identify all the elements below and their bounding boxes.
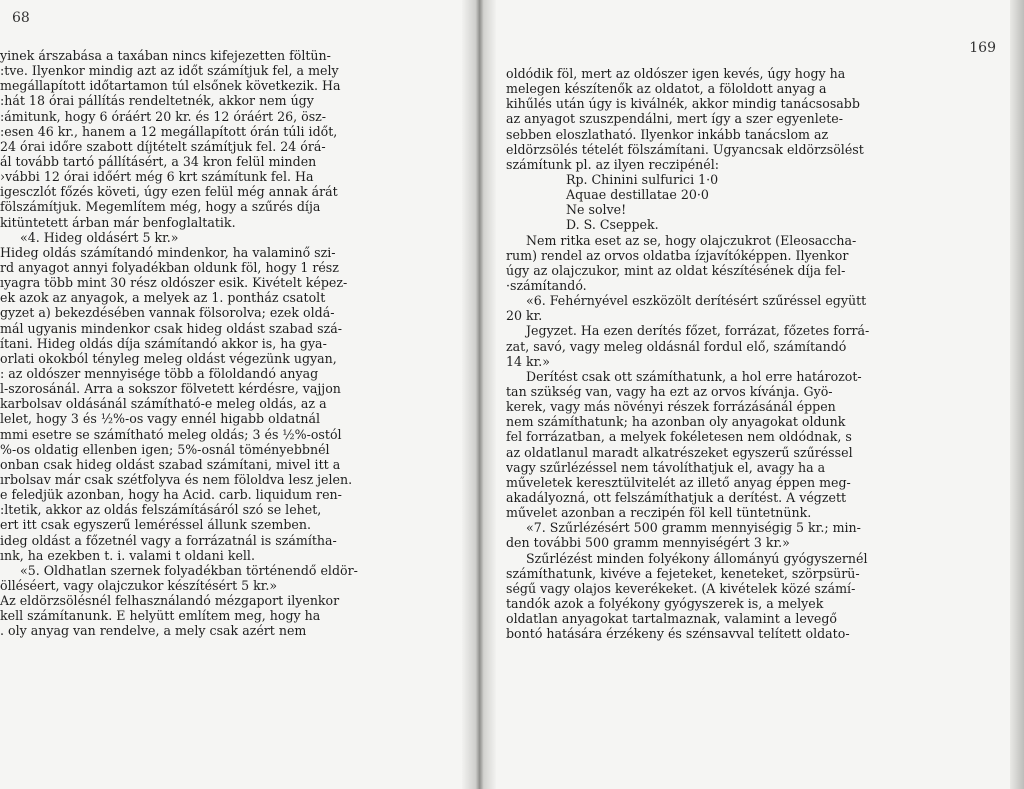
text-line: Derítést csak ott számíthatunk, a hol erre határozot-	[526, 368, 862, 384]
text-line: :ámitunk, hogy 6 óráért 20 kr. és 12 óráért 26, ösz-	[0, 108, 327, 124]
text-line: megállapított időtartamon túl elsőnek következik. Ha	[0, 78, 341, 94]
text-line: zat, savó, vagy meleg oldásnál fordul elő, számítandó	[506, 338, 847, 354]
text-line: l-szorosánál. Arra a sokszor fölvetett kérdésre, vajjon	[0, 381, 341, 397]
text-line: Szűrlézést minden folyékony állományú gyógyszernél	[526, 550, 868, 566]
text-column	[506, 66, 1001, 641]
text-line: ek azok az anyagok, a melyek az 1. pontház csatolt	[0, 290, 326, 306]
text-line: %-os oldatig ellenben igen; 5%-osnál töményebbnél	[0, 441, 330, 457]
text-line: számítunk pl. az ilyen reczipénél:	[506, 156, 720, 172]
text-line: ítani. Hideg oldás díja számítandó akkor is, ha gya-	[0, 335, 327, 351]
page-number: 68	[12, 10, 30, 26]
text-line: kihűlés után úgy is kiválnék, akkor mindig tanácsosabb	[506, 96, 860, 112]
text-line: az anyagot szuszpendálni, mert így a szer egyenlete-	[506, 111, 843, 127]
page-number: 169	[969, 40, 996, 56]
text-line: ideg oldást a főzetnél vagy a forrázatnál is számítha-	[0, 532, 337, 548]
text-line: . oly anyag van rendelve, a mely csak azért nem	[0, 623, 307, 639]
text-line: ıyagra több mint 30 rész oldószer esik. Kivételt képez-	[0, 275, 348, 291]
text-line: ›vábbi 12 órai időért még 6 krt számítunk fel. Ha	[0, 169, 314, 185]
text-line: sebben eloszlatható. Ilyenkor inkább tanácslom az	[506, 126, 829, 142]
text-line: Jegyzet. Ha ezen derítés főzet, forrázat, főzetes forrá-	[526, 323, 870, 339]
text-line: fel forrázatban, a melyek fokéletesen nem oldódnak, s	[506, 429, 852, 445]
right-page	[496, 0, 1010, 789]
section-heading: «5. Oldhatlan szernek folyadékban történendő eldör-	[20, 562, 358, 578]
text-line: rum) rendel az orvos oldatba ízjavítóképpen. Ilyenkor	[506, 247, 849, 263]
text-line: művelet azonban a reczipén föl kell tüntetnünk.	[506, 505, 812, 521]
left-page	[0, 0, 462, 789]
text-line: kerek, vagy más növényi részek forrázásánál éppen	[506, 399, 836, 415]
text-line: kell számítanunk. E helyütt említem meg, hogy ha	[0, 608, 321, 624]
text-line: mmi esetre se számítható meleg oldás; 3 és ½%-ostól	[0, 426, 342, 442]
recipe-line: Ne solve!	[566, 202, 627, 218]
text-line: ınk, ha ezekben t. i. valami t oldani kell.	[0, 547, 255, 563]
text-line: fölszámítjuk. Megemlítem még, hogy a szűrés díja	[0, 199, 321, 215]
text-line: ál tovább tartó pállításért, a 34 kron felül minden	[0, 153, 317, 169]
text-line: kitüntetett árban már benfoglaltatik.	[0, 214, 236, 230]
text-line: ségű vagy olajos keverékeket. (A kivételek közé számí-	[506, 580, 856, 596]
text-line: ·számítandó.	[506, 277, 587, 293]
text-line: ert itt csak egyszerű leméréssel állunk szemben.	[0, 517, 311, 533]
section-heading: «6. Fehérnyével eszközölt derítésért szűréssel együtt	[526, 293, 867, 309]
text-line: : az oldószer mennyisége több a föloldandó anyag	[0, 365, 319, 381]
text-line: :ltetik, akkor az oldás felszámításáról szó se lehet,	[0, 502, 322, 518]
text-line: Hideg oldás számítandó mindenkor, ha valaminő szi-	[0, 244, 336, 260]
text-line: oldódik föl, mert az oldószer igen kevés, úgy hogy ha	[506, 66, 846, 81]
text-line: eldörzsölés tételét fölszámítani. Ugyancsak eldörzsölést	[506, 141, 864, 157]
text-line: e feledjük azonban, hogy ha Acid. carb. liquidum ren-	[0, 487, 342, 503]
text-line: 14 kr.»	[506, 353, 551, 369]
text-line: 20 kr.	[506, 308, 543, 324]
text-line: nem számíthatunk; ha azonban oly anyagokat oldunk	[506, 414, 846, 430]
text-line: orlati okokból tényleg meleg oldást végezünk ugyan,	[0, 350, 337, 366]
text-line: yinek árszabása a taxában nincs kifejezetten föltün-	[0, 48, 331, 63]
text-line: számíthatunk, kivéve a fejeteket, keneteket, szörpsürü-	[506, 565, 860, 581]
text-line: karbolsav oldásánál számítható-e meleg oldás, az a	[0, 396, 327, 412]
text-line: oldatlan anyagokat tartalmaznak, valamint a levegő	[506, 611, 838, 627]
text-line: :esen 46 kr., hanem a 12 megállapított órán túli időt,	[0, 123, 338, 139]
section-heading: «7. Szűrlézésért 500 gramm mennyiségig 5 kr.; min-	[526, 520, 861, 536]
text-line: rd anyagot annyi folyadékban oldunk föl, hogy 1 rész	[0, 259, 339, 275]
section-heading: «4. Hideg oldásért 5 kr.»	[20, 229, 179, 245]
text-line: igesczlót főzés követi, úgy ezen felül még annak árát	[0, 184, 338, 200]
text-line: vagy szűrlézéssel nem távolíthatjuk el, avagy ha a	[506, 459, 826, 475]
text-line: tandók azok a folyékony gyógyszerek is, a melyek	[506, 595, 824, 611]
text-line: Nem ritka eset az se, hogy olajczukrot (Eleosaccha-	[526, 232, 857, 248]
text-line: :tve. Ilyenkor mindig azt az időt számítjuk fel, a mely	[0, 63, 339, 79]
book-gutter	[462, 0, 496, 789]
text-line: ölléséert, vagy olajczukor készítésért 5 kr.»	[0, 577, 278, 593]
text-line: lelet, hogy 3 és ½%-os vagy ennél higabb oldatnál	[0, 411, 320, 427]
text-line: :hát 18 órai pállítás rendeltetnék, akkor nem úgy	[0, 93, 314, 109]
text-line: úgy az olajczukor, mint az oldat készítésének díja fel-	[506, 262, 846, 278]
text-line: bontó hatására érzékeny és szénsavval telített oldato-	[506, 626, 850, 642]
text-line: melegen készítenők az oldatot, a föloldott anyag a	[506, 81, 827, 97]
text-line: den további 500 gramm mennyiségért 3 kr.»	[506, 535, 790, 551]
text-line: ırbolsav már csak szétfolyva és nem föloldva lesz jelen.	[0, 471, 353, 487]
text-line: tan szükség van, vagy ha ezt az orvos kívánja. Gyö-	[506, 383, 833, 399]
recipe-line: D. S. Cseppek.	[566, 217, 659, 233]
text-line: mál ugyanis mindenkor csak hideg oldást szabad szá-	[0, 320, 343, 336]
page-edge	[1010, 0, 1024, 789]
text-line: gyzet a) bekezdésében vannak fölsorolva; ezek oldá-	[0, 305, 335, 321]
recipe-line: Rp. Chinini sulfurici 1·0	[566, 171, 719, 187]
text-line: műveletek keresztülvitelét az illető anyag éppen meg-	[506, 474, 851, 490]
text-line: az oldatlanul maradt alkatrészeket egyszerű szűréssel	[506, 444, 853, 460]
text-line: akadályozná, ott felszámíthatjuk a derítést. A végzett	[506, 489, 847, 505]
text-line: onban csak hideg oldást szabad számítani, mivel itt a	[0, 456, 341, 472]
text-column	[0, 48, 452, 638]
text-line: Az eldörzsölésnél felhasználandó mézgaport ilyenkor	[0, 593, 340, 609]
recipe-line: Aquae destillatae 20·0	[566, 187, 709, 203]
text-line: 24 órai időre szabott díjtételt számítjuk fel. 24 órá-	[0, 138, 326, 154]
